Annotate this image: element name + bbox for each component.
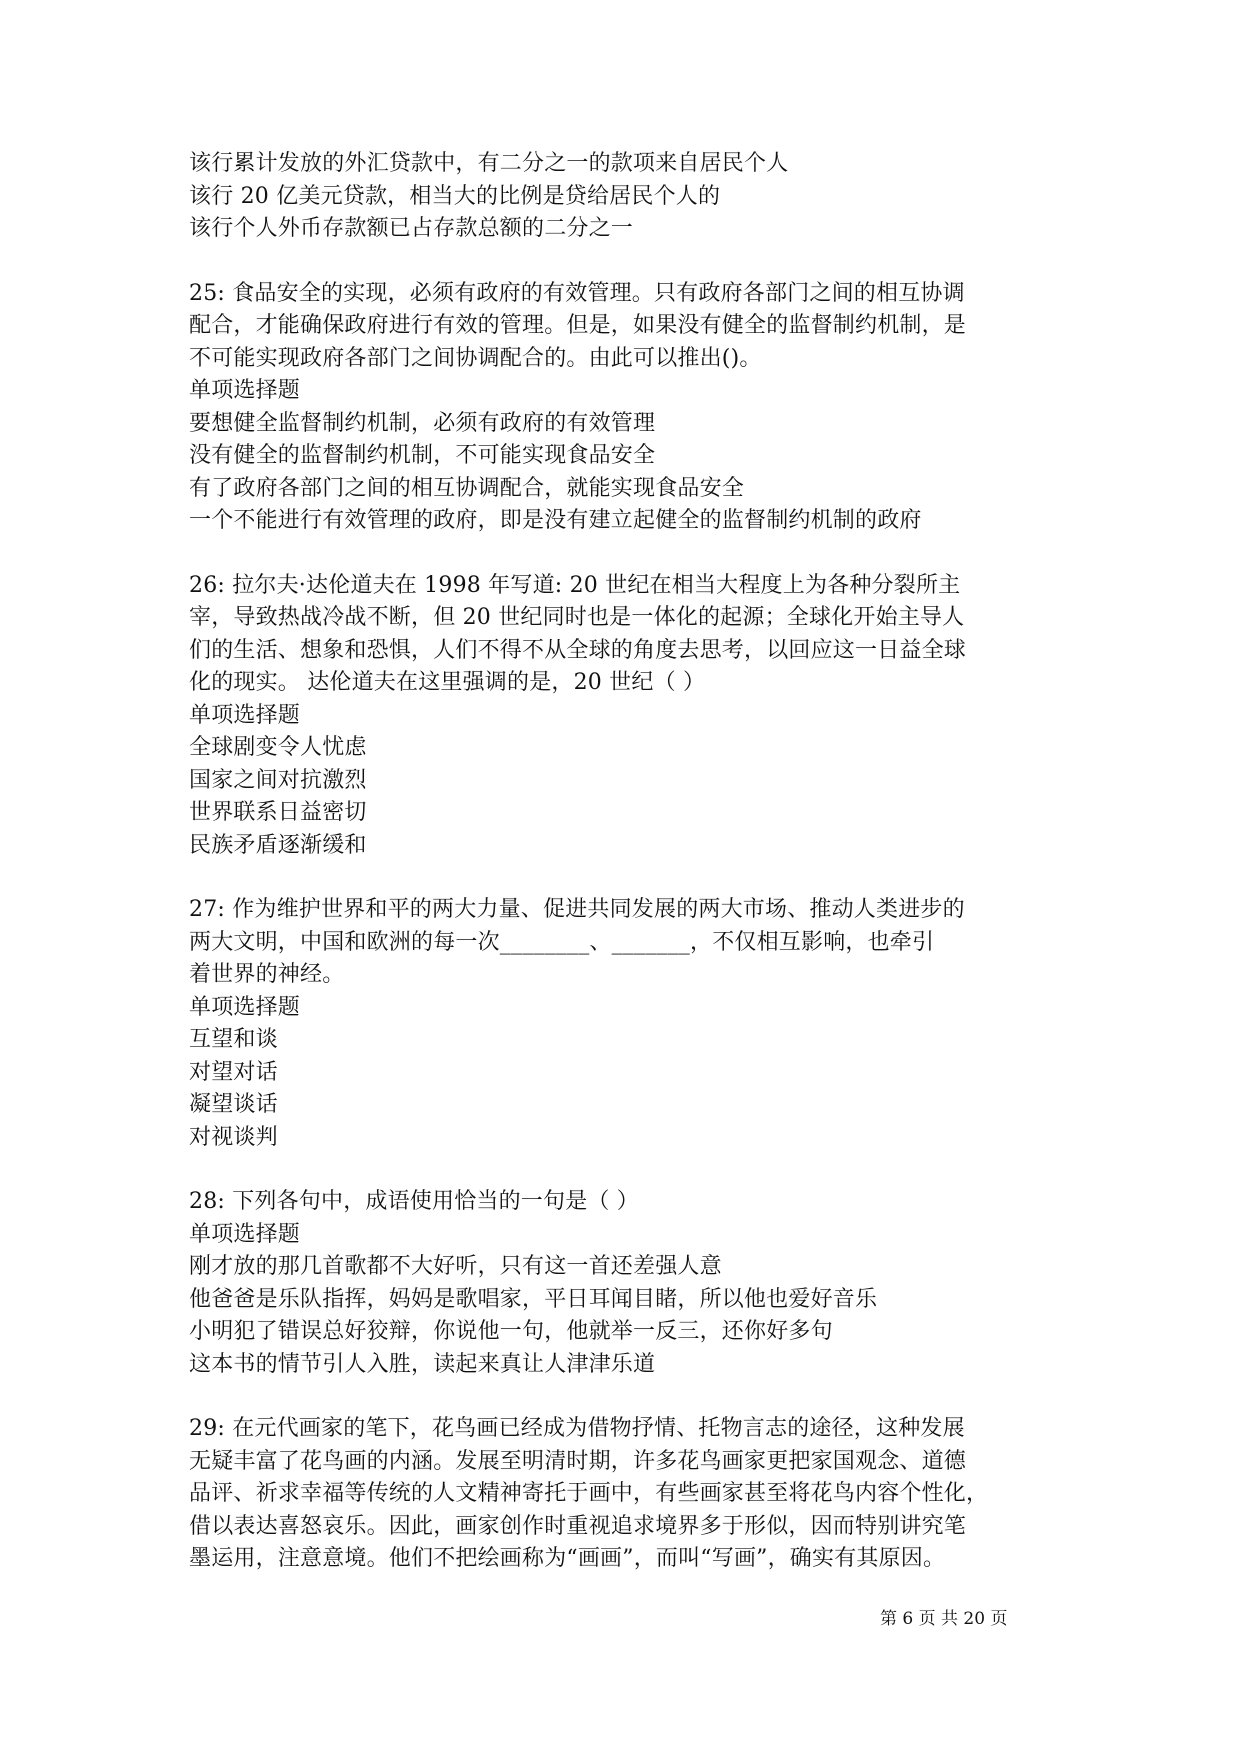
text-line: 着世界的神经。	[189, 962, 345, 987]
question-block	[189, 570, 1069, 863]
text-line: 对望对话	[189, 1059, 278, 1085]
text-line: 单项选择题	[189, 702, 301, 728]
text-line: 宰，导致热战冷战不断，但 20 世纪同时也是一体化的起源；全球化开始主导人	[189, 605, 965, 630]
text-line: 26: 拉尔夫·达伦道夫在 1998 年写道: 20 世纪在相当大程度上为各种分裂所主	[189, 572, 961, 598]
text-line: 没有健全的监督制约机制，不可能实现食品安全	[189, 443, 656, 468]
text-line: 世界联系日益密切	[189, 800, 367, 825]
question-block	[189, 278, 1069, 538]
text-line: 互望和谈	[189, 1027, 278, 1052]
text-line: 27: 作为维护世界和平的两大力量、促进共同发展的两大市场、推动人类进步的	[189, 897, 965, 922]
page-number-label: 第 6 页 共 20 页	[880, 1609, 1008, 1629]
text-line: 不可能实现政府各部门之间协调配合的。由此可以推出()。	[189, 345, 762, 371]
page-footer	[880, 1608, 1007, 1630]
text-line: 25: 食品安全的实现，必须有政府的有效管理。只有政府各部门之间的相互协调	[189, 280, 965, 306]
text-line: 品评、祈求幸福等传统的人文精神寄托于画中，有些画家甚至将花鸟内容个性化，	[189, 1481, 989, 1506]
text-line: 该行个人外币存款额已占存款总额的二分之一	[189, 216, 634, 241]
text-line: 28: 下列各句中，成语使用恰当的一句是（ ）	[189, 1189, 639, 1214]
question-block	[189, 1413, 1069, 1576]
text-line: 国家之间对抗激烈	[189, 767, 367, 793]
text-line: 单项选择题	[189, 1221, 301, 1247]
text-line: 该行累计发放的外汇贷款中，有二分之一的款项来自居民个人	[189, 151, 789, 176]
question-block	[189, 148, 1069, 246]
text-line: 配合，才能确保政府进行有效的管理。但是，如果没有健全的监督制约机制，是	[189, 313, 967, 338]
text-line: 化的现实。 达伦道夫在这里强调的是，20 世纪（ ）	[189, 670, 706, 695]
text-line: 两大文明，中国和欧洲的每一次________、_______，不仅相互影响，也牵引	[189, 929, 935, 955]
text-line: 凝望谈话	[189, 1092, 278, 1117]
text-line: 全球剧变令人忧虑	[189, 735, 367, 760]
text-line: 一个不能进行有效管理的政府，即是没有建立起健全的监督制约机制的政府	[189, 508, 922, 533]
text-line: 单项选择题	[189, 994, 301, 1020]
question-block	[189, 894, 1069, 1154]
text-line: 29: 在元代画家的笔下，花鸟画已经成为借物抒情、托物言志的途径，这种发展	[189, 1416, 965, 1441]
text-line: 借以表达喜怒哀乐。因此，画家创作时重视追求境界多于形似，因而特别讲究笔	[189, 1513, 967, 1539]
text-line: 小明犯了错误总好狡辩，你说他一句，他就举一反三，还你好多句	[189, 1319, 833, 1344]
text-line: 民族矛盾逐渐缓和	[189, 832, 367, 858]
text-line: 要想健全监督制约机制，必须有政府的有效管理	[189, 410, 656, 436]
text-line: 无疑丰富了花鸟画的内涵。发展至明清时期，许多花鸟画家更把家国观念、道德	[189, 1448, 967, 1474]
text-line: 他爸爸是乐队指挥，妈妈是歌唱家，平日耳闻目睹，所以他也爱好音乐	[189, 1286, 878, 1312]
text-line: 这本书的情节引人入胜，读起来真让人津津乐道	[189, 1351, 656, 1377]
question-block	[189, 1186, 1069, 1381]
text-line: 们的生活、想象和恐惧，人们不得不从全球的角度去思考，以回应这一日益全球	[189, 637, 967, 663]
text-line: 刚才放的那几首歌都不大好听，只有这一首还差强人意	[189, 1254, 722, 1279]
text-line: 有了政府各部门之间的相互协调配合，就能实现食品安全	[189, 475, 745, 501]
text-line: 对视谈判	[189, 1124, 278, 1150]
text-line: 单项选择题	[189, 378, 301, 403]
text-line: 该行 20 亿美元贷款，相当大的比例是贷给居民个人的	[189, 183, 721, 209]
page-content	[189, 148, 1069, 1608]
text-line: 墨运用，注意意境。他们不把绘画称为“画画”，而叫“写画”，确实有其原因。	[189, 1546, 946, 1571]
